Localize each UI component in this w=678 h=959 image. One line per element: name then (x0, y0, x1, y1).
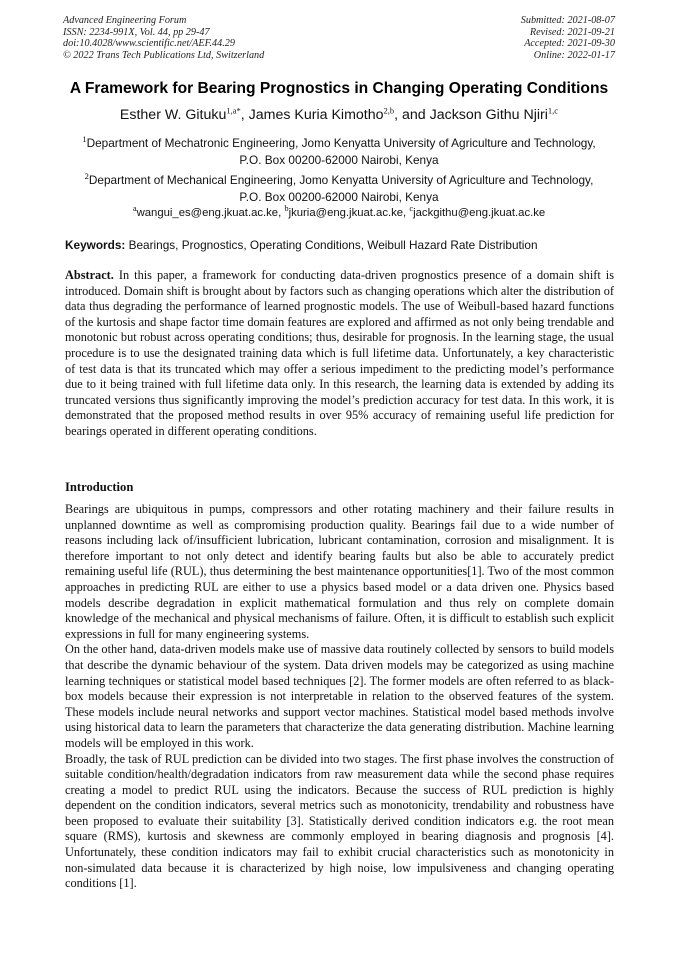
email-b: jkuria@eng.jkuat.ac.ke, (288, 207, 410, 219)
author-list (0, 107, 678, 123)
email-c: jackgithu@eng.jkuat.ac.ke (413, 207, 546, 219)
submission-dates (521, 15, 615, 61)
affiliation-address: P.O. Box 00200-62000 Nairobi, Kenya (239, 189, 439, 204)
keywords-label: Keywords: (65, 238, 126, 252)
copyright-line: © 2022 Trans Tech Publications Ltd, Switzerland (63, 49, 265, 61)
introduction-heading: Introduction (65, 480, 134, 494)
paper-title: A Framework for Bearing Prognostics in Changing Operating Conditions (69, 80, 609, 97)
affiliation-2 (50, 172, 628, 205)
affiliation-1 (50, 135, 628, 168)
affiliation-mark: 1 (82, 134, 87, 145)
abstract-text: In this paper, a framework for conducting data-driven prognostics presence of a domain shift is introduced. Domain shift is brought about by factors such as changing operations which alter the distribution of data thus degrading the performance of learned prognostic models. The use of Weibull-based hazard functions of the kurtosis and shape factor time domain features are explored and affirmed as not only being trendable and monotonic but robust across operating conditions; thus, desirable for prognosis. In the learning stage, the usual procedure is to use the designated training data which is full lifetime data. Unfortunately, a key characteristic of test data is that its truncated which may offer a serious impediment to the predicting model’s performance due to it being trained with full lifetime data only. In this research, the learning data is extended by adding its truncated versions thus significantly improving the model’s prediction accuracy for test data. In this work, it is demonstrated that the proposed method results in over 95% accuracy of remaining useful life prediction for bearings operated in different operating conditions. (65, 268, 614, 438)
paragraph: On the other hand, data-driven models make use of massive data routinely collected by sensors to build models that describe the dynamic behaviour of the system. Data driven models may be categorized as using machine learning techniques or statistical model based techniques [2]. The former models are often referred to as black-box models because their expression is not interpretable in relation to the observed features of the system. These models include neural networks and support vector machines. Statistical model based methods involve using historical data to learn the parameters that characterize the data generating distribution. Machine learning models will be employed in this work. (65, 642, 614, 750)
abstract (65, 268, 614, 440)
author-affiliation-mark: 2,b (383, 105, 395, 116)
keywords-text: Bearings, Prognostics, Operating Conditions, Weibull Hazard Rate Distribution (125, 238, 538, 252)
paragraph: Bearings are ubiquitous in pumps, compressors and other rotating machinery and their failure results in unplanned downtime as well as compromising production quality. Bearings fail due to a wide number of reasons including lack of/insufficient lubrication, lubricant contamination, corrosion and misalignment. It is therefore important to not only detect and identify bearing faults but also be able to accurately predict remaining useful life (RUL), thus determining the best maintenance opportunities[1]. Two of the most common approaches in predicting RUL are either to use a physics based model or a data driven one. Physics based models describe degradation in explicit mathematical formulation and thus rely on complete domain knowledge of the mechanical and physical mechanisms of failure. Often, it is difficult to establish such explicit expressions in full for many engineering systems. (65, 502, 614, 641)
affiliation-mark: 2 (84, 171, 89, 182)
submitted-date: Submitted: 2021-08-07 (520, 15, 615, 26)
journal-name: Advanced Engineering Forum (63, 15, 187, 26)
affiliation-address: P.O. Box 00200-62000 Nairobi, Kenya (239, 152, 439, 167)
author-name: Esther W. Gituku (119, 107, 227, 123)
journal-info (63, 15, 264, 61)
issn-line: ISSN: 2234-991X, Vol. 44, pp 29-47 (63, 26, 210, 38)
affiliation-department: Department of Mechatronic Engineering, Jomo Kenyatta University of Agriculture and Technology, (86, 136, 596, 150)
author-name: , James Kuria Kimotho (240, 107, 384, 123)
paragraph: Broadly, the task of RUL prediction can be divided into two stages. The first phase involves the construction of suitable condition/health/degradation indicators from raw measurement data while the second phase requires creating a model to predict RUL using the indicators. Because the success of RUL prediction is highly dependent on the condition indicators, several metrics such as monotonicity, trendability and robustness have been proposed to evaluate their suitability [3]. Statistically derived condition indicators e.g. the root mean square (RMS), kurtosis and skewness are commonly employed in bearing diagnosis and prognosis [4]. Unfortunately, these condition indicators may fail to exhibit crucial characteristics such as monotonicity in non-simulated data because it is characterized by high noise, low impulsiveness and changing operating conditions [1]. (65, 751, 614, 891)
online-date: Online: 2022-01-17 (533, 49, 615, 61)
abstract-label: Abstract. (65, 268, 114, 282)
doi-line: doi:10.4028/www.scientific.net/AEF.44.29 (63, 38, 235, 50)
author-name: , and Jackson Githu Njiri (394, 107, 548, 123)
introduction-body (65, 502, 614, 892)
accepted-date: Accepted: 2021-09-30 (524, 38, 615, 50)
affiliation-department: Department of Mechanical Engineering, Jomo Kenyatta University of Agriculture and Technology, (88, 173, 594, 187)
revised-date: Revised: 2021-09-21 (529, 26, 615, 38)
author-affiliation-mark: 1,c (547, 105, 559, 116)
email-a: wangui_es@eng.jkuat.ac.ke, (136, 207, 285, 219)
author-affiliation-mark: 1,a* (226, 105, 241, 116)
author-emails: $^a$wangui_es@eng.jkuat.ac.ke, $^b$jkuria@eng.jkuat.ac.ke, $^c$jackgithu@eng.jkuat.ac.ke (132, 203, 546, 219)
keywords (65, 238, 625, 252)
